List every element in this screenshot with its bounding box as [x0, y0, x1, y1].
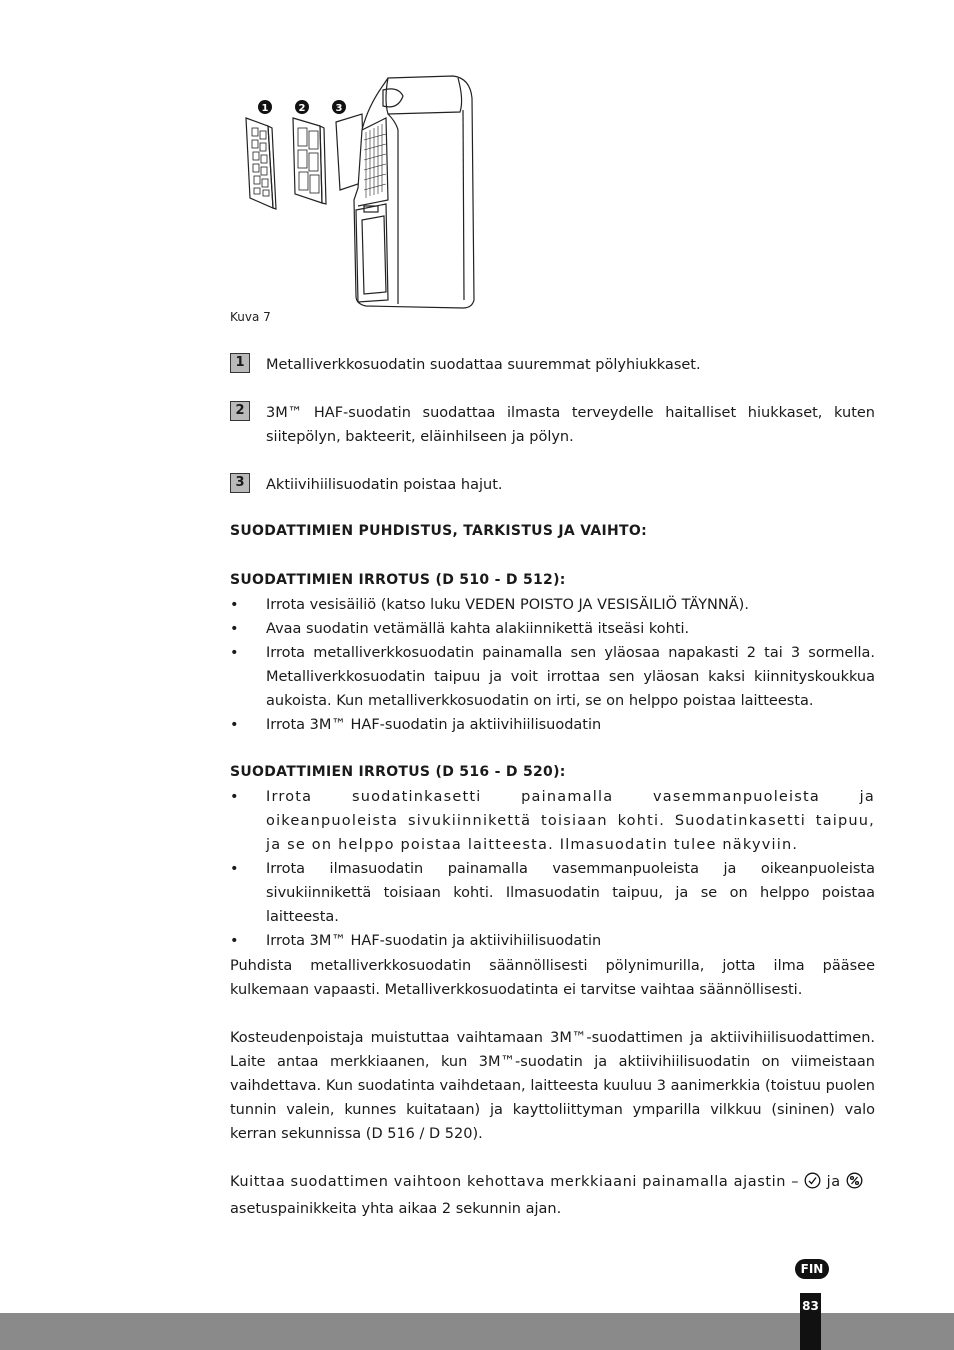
marker-1: 1 [261, 103, 269, 114]
percent-icon [846, 1172, 863, 1197]
marker-1-icon [258, 100, 272, 114]
section1-heading: SUODATTIMIEN IRROTUS (D 510 - D 512): [230, 572, 566, 588]
marker-2-icon [295, 100, 309, 114]
metal-mesh-filter-icon [246, 118, 276, 209]
numbered-item-text: Aktiivihiilisuodatin poistaa hajut. [266, 477, 503, 493]
bullet-text: Irrota metalliverkkosuodatin painamalla sen yläosaa napakasti 2 tai 3 sormella. Metalliverkkosuodatin taipuu ja voit irrottaa sen yläosan kaksi kiinnityskoukkua aukoista. Kun metalliverkkosuodatin on irti, se on helppo poistaa laitteesta. [266, 645, 875, 709]
number-box: 2 [230, 401, 250, 421]
list-item: • Irrota 3M™ HAF-suodatin ja aktiivihiilisuodatin [230, 717, 602, 733]
list-item: • Irrota 3M™ HAF-suodatin ja aktiivihiilisuodatin [230, 933, 602, 949]
ack-text-after: asetuspainikkeita yhta aikaa 2 sekunnin ajan. [230, 1201, 562, 1217]
number-box: 1 [230, 353, 250, 373]
numbered-item-text: 3M™ HAF-suodatin suodattaa ilmasta terveydelle haitalliset hiukkaset, kuten siitepölyn, bakteerit, eläinhilseen ja pölyn. [266, 405, 875, 445]
numbered-item-2 [230, 401, 875, 449]
numbered-item-text: Metalliverkkosuodatin suodattaa suuremmat pölyhiukkaset. [266, 357, 701, 373]
main-heading: SUODATTIMIEN PUHDISTUS, TARKISTUS JA VAIHTO: [230, 523, 648, 539]
dehumidifier-icon [354, 76, 474, 308]
paragraph-reminder: Kosteudenpoistaja muistuttaa vaihtamaan 3M™-suodattimen ja aktiivihiilisuodattimen. Laite antaa merkkiaanen, kun 3M™-suodatin ja aktiivihiilisuodatin on viimeistaan vaihdettava. Kun suodatinta vaihdetaan, laitteesta kuuluu 3 aanimerkkia (toistuu puolen tunnin valein, kunnes kuitataan) ja kayttoliittyman ymparilla vilkkuu (sininen) valo kerran sekunnissa (D 516 / D 520). [230, 1030, 875, 1142]
bullet-text: Irrota ilmasuodatin painamalla vasemmanpuoleista ja oikeanpuoleista sivukiinnikettä toisiaan kohti. Ilmasuodatin taipuu, ja se on helppo poistaa laitteesta. [266, 861, 875, 925]
ack-text-before: Kuittaa suodattimen vaihtoon kehottava merkkiaani painamalla ajastin – [230, 1174, 800, 1190]
ack-text-middle: ja [826, 1174, 841, 1190]
list-item: • Irrota ilmasuodatin painamalla vasemmanpuoleista ja oikeanpuoleista sivukiinnikettä toisiaan kohti. Ilmasuodatin taipuu, ja se on helppo poistaa laitteesta. [230, 861, 875, 925]
bullet-text: Irrota 3M™ HAF-suodatin ja aktiivihiilisuodatin [266, 717, 602, 733]
filter-illustration [238, 70, 483, 315]
bullet-text: Irrota suodatinkasetti painamalla vasemmanpuoleista ja oikeanpuoleista sivukiinnikettä toisiaan kohti. Suodatinkasetti taipuu, ja se on helppo poistaa laitteesta. Ilmasuodatin tulee näkyviin. [266, 789, 875, 853]
bullet-text: Irrota vesisäiliö (katso luku VEDEN POISTO JA VESISÄILIÖ TÄYNNÄ). [266, 597, 749, 613]
bullet-text: Irrota 3M™ HAF-suodatin ja aktiivihiilisuodatin [266, 933, 602, 949]
paragraph-acknowledge [230, 1170, 875, 1221]
section1-bullets [230, 593, 875, 737]
numbered-item-1 [230, 353, 875, 377]
marker-3-icon [332, 100, 346, 114]
figure-caption: Kuva 7 [230, 310, 271, 324]
page-number-box [800, 1293, 821, 1350]
marker-2: 2 [298, 103, 306, 114]
paragraph-cleaning: Puhdista metalliverkkosuodatin säännöllisesti pölynimurilla, jotta ilma pääsee kulkemaan vapaasti. Metalliverkkosuodatinta ei tarvitse vaihtaa säännöllisesti. [230, 958, 875, 998]
haf-filter-icon [293, 118, 326, 204]
timer-icon [804, 1172, 821, 1197]
marker-3: 3 [335, 103, 343, 114]
numbered-item-3 [230, 473, 875, 497]
list-item: • Avaa suodatin vetämällä kahta alakiinnikettä itseäsi kohti. [230, 621, 690, 637]
section2-heading: SUODATTIMIEN IRROTUS (D 516 - D 520): [230, 764, 566, 780]
list-item: • Irrota suodatinkasetti painamalla vasemmanpuoleista ja oikeanpuoleista sivukiinnikettä toisiaan kohti. Suodatinkasetti taipuu, ja se on helppo poistaa laitteesta. Ilmasuodatin tulee näkyviin. [230, 789, 875, 853]
number-box: 3 [230, 473, 250, 493]
page-number: 83 [802, 1299, 819, 1313]
language-badge: FIN [795, 1259, 829, 1279]
list-item: • Irrota metalliverkkosuodatin painamalla sen yläosaa napakasti 2 tai 3 sormella. Metalliverkkosuodatin taipuu ja voit irrottaa sen yläosan kaksi kiinnityskoukkua aukoista. Kun metalliverkkosuodatin on irti, se on helppo poistaa laitteesta. [230, 645, 875, 709]
bullet-text: Avaa suodatin vetämällä kahta alakiinnikettä itseäsi kohti. [266, 621, 690, 637]
list-item: • Irrota vesisäiliö (katso luku VEDEN POISTO JA VESISÄILIÖ TÄYNNÄ). [230, 597, 749, 613]
section2-bullets [230, 785, 875, 953]
